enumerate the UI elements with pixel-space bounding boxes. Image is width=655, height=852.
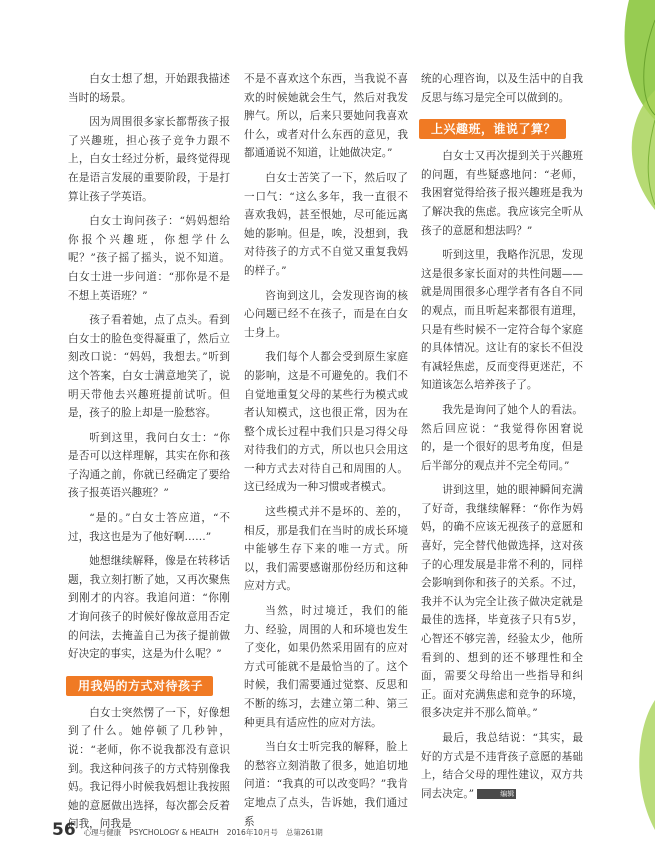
paragraph: 讲到这里，她的眼神瞬间充满了好奇，我继续解释：“你作为妈妈，的确不应该无视孩子的意愿和喜好，完全替代他做选择，这对孩子的心理发展是非常不利的，同样会影响到你和孩子的关系。不过，我并不认为完全让孩子做决定就是最佳的选择，毕竟孩子只有5岁，心智还不够完善，经验太少，他所看到的、想到的还不够理性和全面，需要父母给出一些指导和纠正。面对充满焦虑和竞争的环境，很多决定并不那么简单。” (421, 484, 583, 720)
paragraph: 我们每个人都会受到原生家庭的影响，这是不可避免的。我们不自觉地重复父母的某些行为模式或者认知模式，这也很正常，因为在整个成长过程中我们只是习得父母对待我们的方式，所以也只会用这一种方式去对待自己和周围的人。这已经成为一种习惯或者模式。 (244, 351, 408, 494)
paragraph: 白女士苦笑了一下，然后叹了一口气：“这么多年，我一直很不喜欢我妈，甚至恨她，尽可能远离她的影响。但是，唉，没想到，我对待孩子的方式不自觉又重复我妈的样子。” (244, 171, 408, 277)
last-paragraph-text: 最后，我总结说：“其实，最好的方式是不违背孩子意愿的基础上，结合父母的理性建议，双方共同去决定。” (421, 732, 583, 800)
paragraph: 统的心理咨询，以及生活中的自我反思与练习是完全可以做到的。 (421, 73, 583, 104)
paragraph: 当然，时过境迁，我们的能力、经验，周围的人和环境也发生了变化，如果仍然采用固有的应对方式可能就不是最恰当的了。这个时候，我们需要通过觉察、反思和不断的练习，去建立第二种、第三种更具有适应性的应对方法。 (244, 605, 408, 729)
paragraph: 白女士又再次提到关于兴趣班的问题，有些疑惑地问：“老师，我困窘觉得给孩子报兴趣班是我为了解决我的焦虑。我应该完全听从孩子的意愿和想法吗？” (421, 150, 583, 237)
paragraph (421, 729, 583, 803)
paragraph: 白女士突然愣了一下，好像想到了什么。她停顿了几秒钟，说：“老师，你不说我都没有意识到。我这种问孩子的方式特别像我妈。我记得小时候我妈想让我按照她的意愿做出选择，每次都会反着问我，问我是 (68, 706, 230, 831)
paragraph: 她想继续解释，像是在转移话题，我立刻打断了她，又再次聚焦到刚才的内容。我追问道：“你刚才询问孩子的时候好像故意用否定的问法，去掩盖自己为孩子提前做好决定的事实，这是为什么呢？” (68, 555, 230, 661)
page-footer (52, 820, 323, 840)
end-mark: 编辑 (477, 789, 516, 799)
section-heading: 上兴趣班，谁说了算？ (419, 119, 566, 139)
paragraph: 不是不喜欢这个东西，当我说不喜欢的时候她就会生气，然后对我发脾气。所以，后来只要她问我喜欢什么，或者对什么东西的意见，我都通通说不知道，让她做决定。” (244, 73, 408, 160)
paragraph: 听到这里，我问白女士：“你是否可以这样理解，其实在你和孩子沟通之前，你就已经确定了要给孩子报英语兴趣班？” (68, 431, 230, 500)
paragraph: 我先是询问了她个人的看法。然后回应说：“我觉得你困窘说的，是一个很好的思考角度，但是后半部分的观点并不完全苟同。” (421, 403, 583, 472)
paragraph: 听到这里，我略作沉思，发现这是很多家长面对的共性问题——就是周围很多心理学者有各自不同的观点，而且听起来都很有道理，只是有些时候不一定符合每个家庭的具体情况。这让有的家长不但没有减轻焦虑，反而变得更迷茫，不知道该怎么培养孩子了。 (421, 249, 583, 392)
paragraph: 白女士询问孩子：“妈妈想给你报个兴趣班，你想学什么呢？”孩子摇了摇头，说不知道。白女士进一步问道：“那你是不是不想上英语班？” (68, 215, 230, 302)
magazine-name-cn: 心理与健康 (83, 828, 122, 837)
paragraph: 孩子看着她，点了点头。看到白女士的脸色变得凝重了，然后立刻改口说：“妈妈，我想去。”听到这个答案，白女士满意地笑了，说明天带他去兴趣班提前试听。但是，孩子的脸上却是一脸愁容。 (68, 314, 230, 420)
magazine-name-en: PSYCHOLOGY & HEALTH (129, 828, 219, 837)
article-column-3 (421, 70, 583, 809)
total-issue: 总第261期 (285, 828, 323, 837)
article-column-1 (68, 70, 230, 840)
paragraph: 白女士想了想，开始跟我描述当时的场景。 (68, 73, 230, 104)
article-column-2 (244, 70, 408, 837)
paragraph: 当白女士听完我的解释，脸上的愁容立刻消散了很多，她追切地问道：“我真的可以改变吗？”我肯定地点了点头，告诉她，我们通过系 (244, 741, 408, 828)
paragraph: “是的。”白女士答应道，“不过，我这也是为了他好啊……” (68, 512, 230, 543)
leaf-decoration-icon (595, 0, 655, 230)
paragraph: 咨询到这儿，会发现咨询的核心问题已经不在孩子，而是在白女士身上。 (244, 289, 408, 339)
issue-date: 2016年10月号 (226, 828, 278, 837)
paragraph: 这些模式并不是坏的、差的，相反，那是我们在当时的成长环境中能够生存下来的唯一方式。所以，我们需要感谢那份经历和这种应对方式。 (244, 506, 408, 593)
leaf-decoration-bottom-icon (625, 700, 655, 830)
paragraph: 因为周围很多家长都帮孩子报了兴趣班，担心孩子竞争力跟不上，白女士经过分析，最终觉得现在是语言发展的重要阶段，于是打算让孩子学英语。 (68, 116, 230, 203)
page-number: 56 (52, 820, 76, 840)
section-heading: 用我妈的方式对待孩子 (66, 676, 213, 696)
